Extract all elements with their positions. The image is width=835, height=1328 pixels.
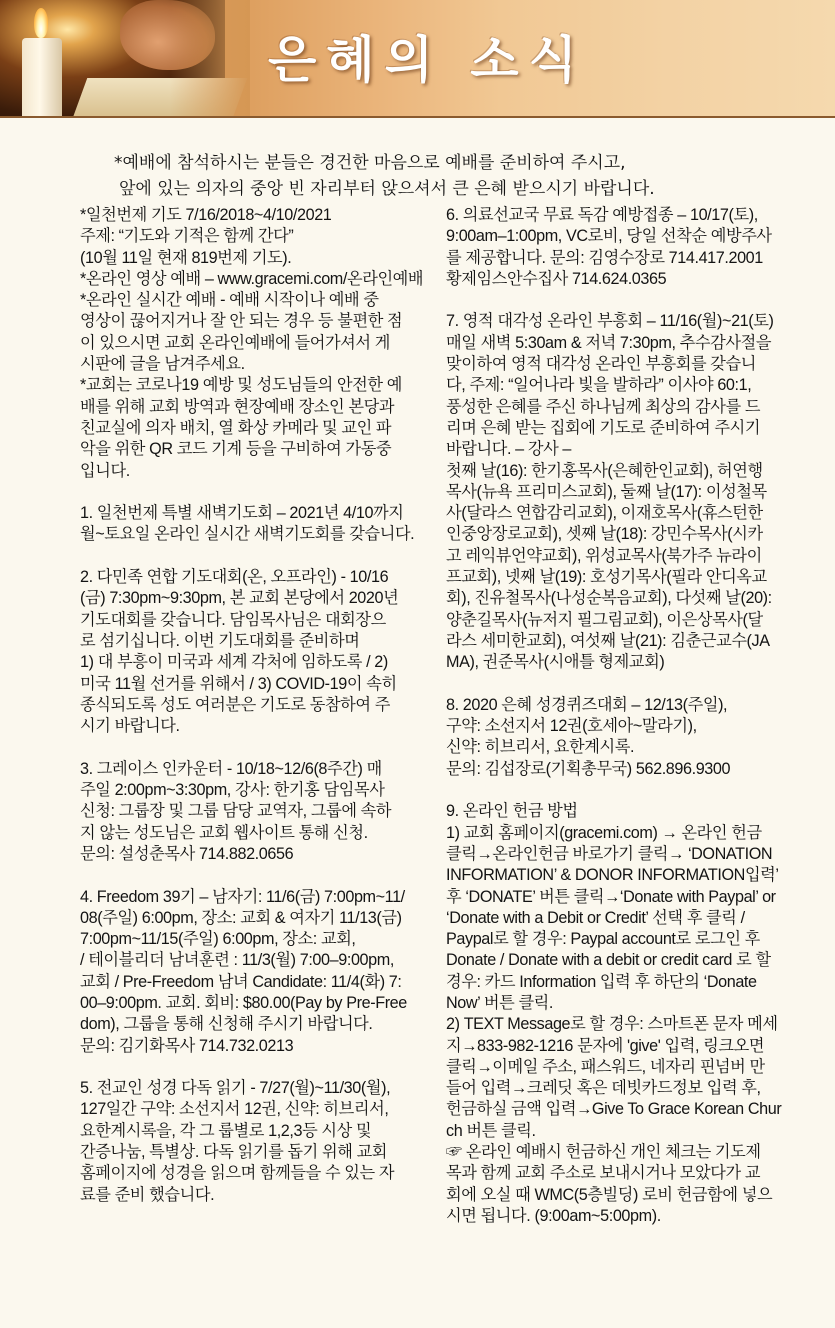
announcement-9: 9. 온라인 헌금 방법 1) 교회 홈페이지(gracemi.com) → 온라인 헌금 클릭→온라인헌금 바로가기 클릭→ ‘DONATION INFORMATION’ & DONOR INFORMATION입력’ 후 ‘DONATE’ 버튼 클릭→‘Donate with Paypal’ or ‘Donate with a Debit or Credit’ 선택 후 클릭 / Paypal로 할 경우: Paypal account로 로그인 후 Donate / Donate with a debit or credit card 로 할 경우: 카드 Information 입력 후 하단의 ‘Donate Now’ 버튼 클릭. 2) TEXT Message로 할 경우: 스마트폰 문자 메세 지→833-982-1216 문자에 'give' 입력, 링크오면 클릭→이메일 주소, 패스워드, 네자리 핀넘버 만 들어 입력→크레딧 혹은 데빗카드정보 입력 후, 헌금하실 금액 입력→Give To Grace Korean Chur ch 버튼 클릭. ☞ 온라인 예배시 헌금하신 개인 체크는 기도제 목과 함께 교회 주소로 보내시거나 모았다가 교 회에 오실 때 WMC(5층빌딩) 로비 헌금함에 넣으 시면 됩니다. (9:00am~5:00pm). xyxy=(446,802,782,1225)
candle-graphic xyxy=(22,38,62,116)
intro-line-1: *예배에 참석하시는 분들은 경건한 마음으로 예배를 준비하여 주시고, xyxy=(114,153,626,173)
banner-divider xyxy=(0,116,835,118)
intro-line-2: 앞에 있는 의자의 중앙 빈 자리부터 앉으셔서 큰 은혜 받으시기 바랍니다. xyxy=(119,179,655,199)
banner-fade xyxy=(170,0,250,118)
candle-flame-graphic xyxy=(34,8,48,38)
announcement-3: 3. 그레이스 인카운터 - 10/18~12/6(8주간) 매 주일 2:00pm~3:30pm, 강사: 한기홍 담임목사 신청: 그룹장 및 그룹 담당 교역자, 그룹에 속하 지 않는 성도님은 교회 웹사이트 통해 신청. 문의: 설성춘목사 714.882.0656 xyxy=(80,759,392,863)
left-column xyxy=(80,205,435,1206)
announcement-6: 6. 의료선교국 무료 독감 예방접종 – 10/17(토), 9:00am–1:00pm, VC로비, 당일 선착순 예방주사 를 제공합니다. 문의: 김영수장로 714.417.2001 황제임스안수집사 714.624.0365 xyxy=(446,206,772,288)
announcement-4: 4. Freedom 39기 – 남자기: 11/6(금) 7:00pm~11/ 08(주일) 6:00pm, 장소: 교회 & 여자기 11/13(금) 7:00pm~11/15(주일) 6:00pm, 장소: 교회, / 테이블리더 남녀훈련 : 11/3(월) 7:00–9:00pm, 교회 / Pre-Freedom 남녀 Candidate: 11/4(화) 7: 00–9:00pm. 교회. 회비: $80.00(Pay by Pre-Free dom), 그룹을 통해 신청해 주시기 바랍니다. 문의: 김기화목사 714.732.0213 xyxy=(80,887,407,1055)
announcement-5: 5. 전교인 성경 다독 읽기 - 7/27(월)~11/30(월), 127일간 구약: 소선지서 12권, 신약: 히브리서, 요한계시록을, 각 그 룹별로 1,2,3등 시상 및 간증나눔, 특별상. 다독 읽기를 돕기 위해 교회 홈페이지에 성경을 읽으며 함께들을 수 있는 자 료를 준비 했습니다. xyxy=(80,1079,395,1204)
announcement-7: 7. 영적 대각성 온라인 부흥회 – 11/16(월)~21(토) 매일 새벽 5:30am & 저녁 7:30pm, 추수감사절을 맞이하여 영적 대각성 온라인 부흥회를 갖습니 다, 주제: “일어나라 빛을 발하라” 이사야 60:1, 풍성한 은혜를 주신 하나님께 최상의 감사를 드 리며 은혜 받는 집회에 기도로 준비하여 주시기 바랍니다. – 강사 – 첫째 날(16): 한기홍목사(은혜한인교회), 허연행 목사(뉴욕 프리미스교회), 둘째 날(17): 이성철목 사(달라스 연합감리교회), 이재호목사(휴스턴한 인중앙장로교회), 셋째 날(18): 강민수목사(시카 고 레익뷰언약교회), 위성교목사(북가주 뉴라이 프교회), 넷째 날(19): 호성기목사(필라 안디옥교 회), 진유철목사(나성순복음교회), 다섯째 날(20): 양춘길목사(뉴저지 필그림교회), 이은상목사(달 라스 세미한교회), 여섯째 날(21): 김춘근교수(JA MA), 권준목사(시애틀 형제교회) xyxy=(446,312,774,672)
announcement-2: 2. 다민족 연합 기도대회(온, 오프라인) - 10/16 (금) 7:30pm~9:30pm, 본 교회 본당에서 2020년 기도대회를 갖습니다. 담임목사님은 대회장으 로 섬기십니다. 이번 기도대회를 준비하며 1) 대 부흥이 미국과 세계 각처에 임하도록 / 2) 미국 11월 선거를 위해서 / 3) COVID-19이 속히 종식되도록 성도 여러분은 기도로 동참하여 주 시기 바랍니다. xyxy=(80,568,399,736)
right-column xyxy=(446,205,802,1227)
header-banner xyxy=(0,0,835,118)
announcement-1: 1. 일천번제 특별 새벽기도회 – 2021년 4/10까지 월~토요일 온라인 실시간 새벽기도회를 갖습니다. xyxy=(80,504,415,544)
intro-notice xyxy=(114,150,814,202)
banner-title: 은혜의 소식 xyxy=(268,30,587,89)
general-notices: *일천번제 기도 7/16/2018~4/10/2021 주제: “기도와 기적은 함께 간다” (10월 11일 현재 819번제 기도). *온라인 영상 예배 – www.gracemi.com/온라인예배 *온라인 실시간 예배 - 예배 시작이나 예배 중 영상이 끊어지거나 잘 안 되는 경우 등 불편한 점 이 있으시면 교회 온라인예배에 들어가셔서 게 시판에 글을 남겨주세요. *교회는 코로나19 예방 및 성도님들의 안전한 예 배를 위해 교회 방역과 현장예배 장소인 본당과 친교실에 의자 배치, 열 화상 카메라 및 교인 파 악을 위한 QR 코드 기계 등을 구비하여 가동중 입니다. xyxy=(80,206,424,480)
announcement-8: 8. 2020 은혜 성경퀴즈대회 – 12/13(주일), 구약: 소선지서 12권(호세아~말라기), 신약: 히브리서, 요한계시록. 문의: 김섭장로(기획총무국) 562.896.9300 xyxy=(446,695,731,778)
